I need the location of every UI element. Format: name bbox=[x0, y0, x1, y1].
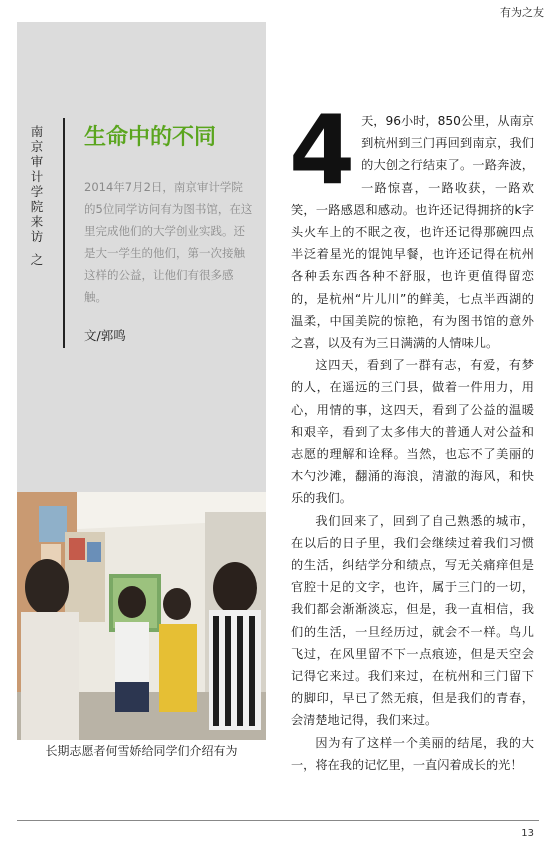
series-label-vertical bbox=[30, 124, 44, 267]
series-label-char: 之 bbox=[30, 252, 44, 267]
drop-cap: 4 bbox=[289, 96, 356, 206]
magazine-header-title: 有为之友 bbox=[500, 6, 544, 19]
photo-caption: 长期志愿者何雪娇给同学们介绍有为 bbox=[45, 744, 238, 758]
series-label-char: 计 bbox=[30, 169, 44, 184]
series-label-char: 审 bbox=[30, 154, 44, 169]
article-lead: 2014年7月2日，南京审计学院的5位同学访问有为图书馆，在这里完成他们的大学创业实践。还是大一学生的他们，第一次接触这样的公益，让他们有很多感触。 bbox=[84, 180, 253, 304]
volunteer-photo bbox=[17, 492, 266, 740]
footer-divider bbox=[17, 820, 539, 821]
series-label-char: 京 bbox=[30, 139, 44, 154]
article-body bbox=[289, 96, 534, 776]
series-label-char: 来 bbox=[30, 214, 44, 229]
article-paragraph: 我们回来了，回到了自己熟悉的城市，在以后的日子里，我们会继续过着我们习惯的生活，纠结学分和绩点，写无关痛痒但是官腔十足的文字，也许，属于三门的一切，我们都会渐渐淡忘，但是，我一直相信，我们的生活，一旦经历过，就会不一样。鸟儿飞过，在风里留不下一点痕迹，但是天空会记得它来过。我们来过，在杭州和三门留下的脚印，早已了然无痕，但是我们的青春，会清楚地记得，我们来过。 bbox=[291, 513, 534, 728]
article-paragraph: 天，96小时，850公里，从南京到杭州到三门再回到南京，我们的大创之行结束了。一路奔波，一路惊喜，一路收获，一路欢笑，一路感恩和感动。也许还记得拥挤的k字头火车上的不眠之夜，也许还记得那碗四点半泛着星光的馄饨早餐，也许还记得在杭州各种丢东西各种不舒服，也许更值得留恋的，是杭州“片儿川”的鲜美，七点半西湖的温柔，中国美院的惊艳，有为图书馆的意外之喜，以及有为三日满满的人情味儿。 bbox=[291, 114, 534, 351]
page-number: 13 bbox=[521, 828, 534, 839]
series-label-char: 南 bbox=[30, 124, 44, 139]
series-label-char: 院 bbox=[30, 199, 44, 214]
article-title: 生命中的不同 bbox=[84, 125, 217, 150]
article-author: 文/郭鸣 bbox=[84, 328, 126, 343]
article-paragraph: 因为有了这样一个美丽的结尾，我的大一，将在我的记忆里，一直闪着成长的光！ bbox=[291, 735, 534, 772]
series-label-char: 访 bbox=[30, 229, 44, 244]
article-paragraph: 这四天，看到了一群有志，有爱，有梦的人，在遥远的三门县，做着一件用力，用心，用情的事，这四天，看到了公益的温暖和艰辛，看到了太多伟大的普通人对公益和志愿的理解和诠释。当然，也忘不了美丽的木勺沙滩，翻涌的海浪，清澈的海风，和快乐的我们。 bbox=[291, 358, 534, 506]
series-label-char: 学 bbox=[30, 184, 44, 199]
vertical-divider bbox=[63, 118, 65, 348]
